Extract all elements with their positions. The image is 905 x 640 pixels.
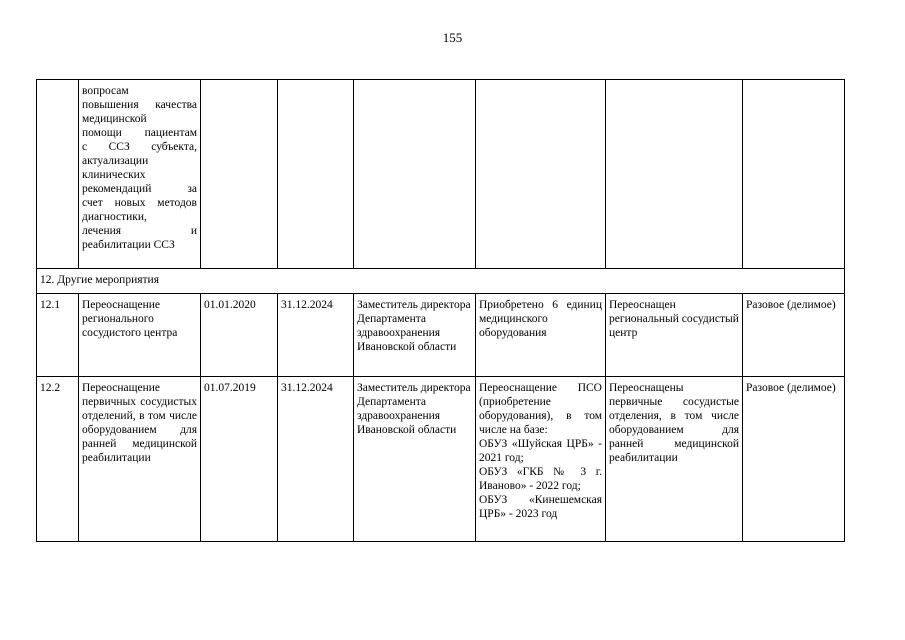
cell-num	[37, 80, 79, 269]
cell-event: Переоснащение регионального сосудистого центра	[79, 294, 201, 377]
cell-type: Разовое (делимое)	[743, 377, 845, 542]
cell-end: 31.12.2024	[278, 377, 354, 542]
cell-end: 31.12.2024	[278, 294, 354, 377]
event-line: актуализации	[82, 155, 149, 167]
event-line: медицинской	[82, 113, 147, 125]
event-line: клинических	[82, 169, 146, 181]
event-line: с ССЗ субъекта,	[82, 141, 197, 153]
event-line: лечения и	[82, 225, 197, 237]
event-line: счет новых методов	[82, 197, 197, 209]
table-row-continuation	[37, 80, 845, 269]
cell-start: 01.07.2019	[201, 377, 278, 542]
cell-result: Приобретено 6 единиц медицинского оборудования	[476, 294, 606, 377]
cell-indicator: Переоснащен региональный сосудистый центр	[606, 294, 743, 377]
event-line: помощи пациентам	[82, 127, 197, 139]
event-line: диагностики,	[82, 211, 147, 223]
table-section-row	[37, 269, 845, 294]
cell-start	[201, 80, 278, 269]
table-row	[37, 294, 845, 377]
result-item: ОБУЗ «Шуйская ЦРБ» - 2021 год;	[479, 438, 602, 464]
cell-type	[743, 80, 845, 269]
cell-indicator	[606, 80, 743, 269]
section-title: 12. Другие мероприятия	[37, 269, 845, 294]
page-number: 155	[442, 30, 463, 45]
event-line: вопросам	[82, 85, 129, 97]
cell-type: Разовое (делимое)	[743, 294, 845, 377]
result-intro: Переоснащение ПСО (приобретение оборудования), в том числе на базе:	[479, 382, 602, 436]
result-item: ОБУЗ «ГКБ № 3 г. Иваново» - 2022 год;	[479, 466, 602, 492]
cell-end	[278, 80, 354, 269]
event-line: повышения качества	[82, 99, 197, 111]
cell-start: 01.01.2020	[201, 294, 278, 377]
event-line: рекомендаций за	[82, 183, 197, 195]
cell-result	[476, 80, 606, 269]
cell-num: 12.1	[37, 294, 79, 377]
table-row	[37, 377, 845, 542]
cell-responsible: Заместитель директора Департамента здравоохранения Ивановской области	[354, 294, 476, 377]
cell-event: Переоснащение первичных сосудистых отделений, в том числе оборудованием для ранней медицинской реабилитации	[79, 377, 201, 542]
result-item: ОБУЗ «Кинешемская ЦРБ» - 2023 год	[479, 494, 602, 520]
cell-indicator: Переоснащены первичные сосудистые отделения, в том числе оборудованием для ранней медицинской реабилитации	[606, 377, 743, 542]
cell-num: 12.2	[37, 377, 79, 542]
cell-event	[79, 80, 201, 269]
events-table	[36, 79, 845, 542]
event-line: реабилитации ССЗ	[82, 239, 175, 251]
cell-responsible	[354, 80, 476, 269]
cell-result	[476, 377, 606, 542]
cell-responsible: Заместитель директора Департамента здравоохранения Ивановской области	[354, 377, 476, 542]
